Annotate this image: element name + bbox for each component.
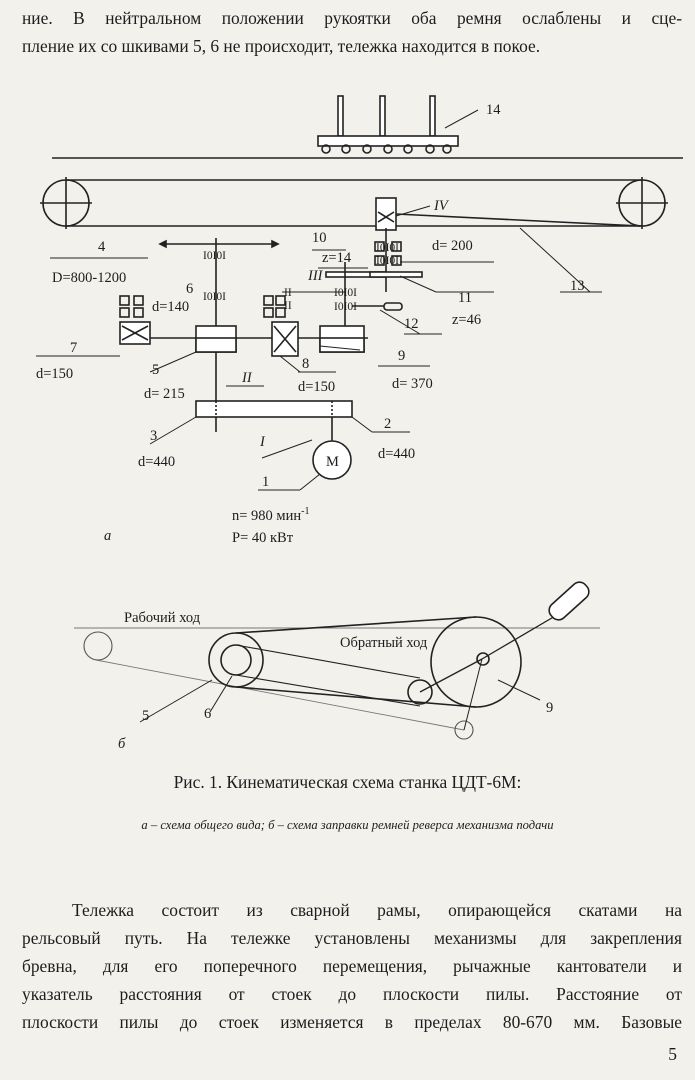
label-5: 5 bbox=[152, 362, 160, 378]
text-line: плоскости пилы до стоек изменяется в пределах 80-670 мм. Базовые bbox=[22, 1012, 682, 1032]
shaft-label-iii: III bbox=[308, 268, 323, 284]
svg-text:I0I0I: I0I0I bbox=[334, 301, 357, 313]
text-line: бревна, для его поперечного перемещения, рычажные кантователи и bbox=[22, 956, 682, 976]
bottom-paragraph bbox=[22, 896, 682, 1036]
svg-text:I0I0I: I0I0I bbox=[334, 287, 357, 299]
label-9: 9 bbox=[398, 348, 406, 364]
label-z46: z=46 bbox=[452, 312, 482, 328]
label-13: 13 bbox=[570, 278, 585, 294]
text-line: Тележка состоит из сварной рамы, опирающейся скатами на bbox=[72, 900, 682, 920]
text-line: ние. В нейтральном положении рукоятки оба ремня ослаблены и сце- bbox=[22, 8, 682, 28]
label-d215: d= 215 bbox=[144, 386, 185, 402]
label-b-9: 9 bbox=[546, 700, 554, 716]
label-d440b: d=440 bbox=[378, 446, 416, 462]
label-working-stroke: Рабочий ход bbox=[124, 610, 201, 626]
label-2: 2 bbox=[384, 416, 392, 432]
label-d440a: d=440 bbox=[138, 454, 176, 470]
panel-label-a: а bbox=[104, 528, 112, 544]
label-return-stroke: Обратный ход bbox=[340, 635, 428, 651]
motor-speed-value: n= 980 мин bbox=[232, 508, 302, 524]
motor-label: М bbox=[326, 454, 339, 470]
svg-text:I0I0I: I0I0I bbox=[203, 291, 226, 303]
label-b-6: 6 bbox=[204, 706, 212, 722]
svg-text:I0I0I: I0I0I bbox=[203, 250, 226, 262]
label-11: 11 bbox=[458, 290, 472, 306]
label-d800: D=800-1200 bbox=[52, 270, 127, 286]
motor-speed bbox=[232, 506, 309, 524]
text-line: рельсовый путь. На тележке установлены механизмы для закрепления bbox=[22, 928, 682, 948]
page-number: 5 bbox=[668, 1044, 677, 1064]
label-b-5: 5 bbox=[142, 708, 150, 724]
label-d140: d=140 bbox=[152, 299, 190, 315]
shaft-label-i: I bbox=[260, 434, 265, 450]
svg-text:II: II bbox=[284, 300, 292, 312]
label-6: 6 bbox=[186, 281, 194, 297]
figure-subcaption: а – схема общего вида; б – схема заправки ремней реверса механизма подачи bbox=[141, 818, 554, 832]
label-d370: d= 370 bbox=[392, 376, 433, 392]
text-line: пление их со шкивами 5, 6 не происходит, тележка находится в покое. bbox=[22, 36, 541, 56]
shaft-label-iv: IV bbox=[434, 198, 448, 214]
label-14: 14 bbox=[486, 102, 501, 118]
panel-label-b: б bbox=[118, 736, 126, 752]
label-3: 3 bbox=[150, 428, 158, 444]
label-10: 10 bbox=[312, 230, 327, 246]
svg-text:I0I0I: I0I0I bbox=[376, 255, 399, 267]
motor-power: P= 40 кВт bbox=[232, 530, 294, 546]
label-1: 1 bbox=[262, 474, 270, 490]
text-line: указатель расстояния от стоек до плоскости пилы. Расстояние от bbox=[22, 984, 682, 1004]
svg-text:II: II bbox=[284, 287, 292, 299]
label-4: 4 bbox=[98, 239, 106, 255]
motor-speed-exponent: -1 bbox=[301, 506, 310, 517]
label-z14: z=14 bbox=[322, 250, 352, 266]
label-7: 7 bbox=[70, 340, 78, 356]
label-d150b: d=150 bbox=[298, 379, 336, 395]
figure-caption: Рис. 1. Кинематическая схема станка ЦДТ-6М: bbox=[173, 772, 522, 792]
shaft-label-ii: II bbox=[242, 370, 252, 386]
label-8: 8 bbox=[302, 356, 310, 372]
svg-text:I0I0I: I0I0I bbox=[376, 242, 399, 254]
label-12: 12 bbox=[404, 316, 419, 332]
label-d150a: d=150 bbox=[36, 366, 74, 382]
label-d200: d= 200 bbox=[432, 238, 473, 254]
